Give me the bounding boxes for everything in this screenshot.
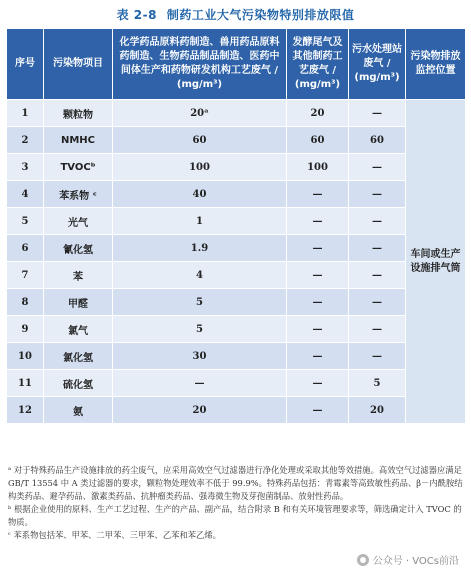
table-number: 表 2-8 <box>116 8 157 22</box>
cell-wastewater-gas: — <box>349 100 406 127</box>
cell-wastewater-gas: 60 <box>349 127 406 154</box>
watermark <box>357 552 459 567</box>
cell-process-gas: 40 <box>113 181 287 208</box>
table-row <box>7 181 466 208</box>
cell-process-gas: 1.9 <box>113 235 287 262</box>
cell-fermentation-gas: — <box>287 262 349 289</box>
cell-no: 2 <box>7 127 44 154</box>
cell-pollutant: NMHC <box>44 127 113 154</box>
cell-no: 6 <box>7 235 44 262</box>
cell-pollutant: 甲醛 <box>44 289 113 316</box>
cell-process-gas: 1 <box>113 208 287 235</box>
cell-process-gas: 20ᵃ <box>113 100 287 127</box>
table-row <box>7 370 466 397</box>
cell-pollutant: TVOCᵇ <box>44 154 113 181</box>
footnote-c: ᶜ 苯系物包括苯、甲苯、二甲苯、三甲苯、乙苯和苯乙烯。 <box>8 530 221 540</box>
header-process-gas: 化学药品原料药制造、兽用药品原料药制造、生物药品制品制造、医药中间体生产和药物研发机构工艺废气 / (mg/m³) <box>113 29 287 100</box>
cell-process-gas: 5 <box>113 289 287 316</box>
header-wastewater-gas: 污水处理站废气 / (mg/m³) <box>349 29 406 100</box>
header-no: 序号 <box>7 29 44 100</box>
header-row <box>7 29 466 100</box>
cell-fermentation-gas: — <box>287 343 349 370</box>
cell-fermentation-gas: 60 <box>287 127 349 154</box>
table-row <box>7 316 466 343</box>
cell-fermentation-gas: 100 <box>287 154 349 181</box>
table-row <box>7 262 466 289</box>
cell-wastewater-gas: — <box>349 316 406 343</box>
cell-process-gas: 4 <box>113 262 287 289</box>
cell-wastewater-gas: — <box>349 154 406 181</box>
cell-process-gas: 20 <box>113 397 287 424</box>
table-title-text: 制药工业大气污染物特别排放限值 <box>166 8 355 22</box>
cell-pollutant: 苯系物 ᶜ <box>44 181 113 208</box>
cell-pollutant: 颗粒物 <box>44 100 113 127</box>
cell-no: 8 <box>7 289 44 316</box>
footnote-b: ᵇ 根据企业使用的原料、生产工艺过程、生产的产品、副产品，结合附录 B 和有关环境管理要求等，筛选确定计入 TVOC 的物质。 <box>8 504 462 527</box>
cell-wastewater-gas: — <box>349 289 406 316</box>
table-row <box>7 100 466 127</box>
header-monitor-position: 污染物排放监控位置 <box>406 29 466 100</box>
cell-no: 4 <box>7 181 44 208</box>
cell-process-gas: 60 <box>113 127 287 154</box>
cell-pollutant: 苯 <box>44 262 113 289</box>
cell-no: 1 <box>7 100 44 127</box>
cell-wastewater-gas: — <box>349 262 406 289</box>
cell-process-gas: 5 <box>113 316 287 343</box>
cell-wastewater-gas: 5 <box>349 370 406 397</box>
table-row <box>7 208 466 235</box>
cell-no: 3 <box>7 154 44 181</box>
table-row <box>7 289 466 316</box>
cell-pollutant: 氨 <box>44 397 113 424</box>
cell-no: 7 <box>7 262 44 289</box>
cell-wastewater-gas: 20 <box>349 397 406 424</box>
cell-wastewater-gas: — <box>349 235 406 262</box>
cell-process-gas: 100 <box>113 154 287 181</box>
footnote-a: ᵃ 对于特殊药品生产设施排放的药尘废气，应采用高效空气过滤器进行净化处理或采取其他等效措施。高效空气过滤器应满足 GB/T 13554 中 A 类过滤器的要求，颗粒物处理效率不低于 99.9%。特殊药品包括：青霉素等高致敏性药品、β－内酰胺结构类药品、避孕药品、激素类药品、抗肿瘤类药品、强毒微生物及芽孢菌制品、放射性药品。 <box>8 465 463 501</box>
cell-fermentation-gas: 20 <box>287 100 349 127</box>
cell-monitor-position: 车间或生产设施排气筒 <box>406 100 466 424</box>
wechat-account-icon <box>357 554 369 566</box>
watermark-text: 公众号 · VOCs前沿 <box>372 556 459 567</box>
cell-pollutant: 硫化氢 <box>44 370 113 397</box>
cell-no: 10 <box>7 343 44 370</box>
table-row <box>7 397 466 424</box>
cell-no: 5 <box>7 208 44 235</box>
cell-fermentation-gas: — <box>287 181 349 208</box>
header-fermentation-gas: 发酵尾气及其他制药工艺废气 / (mg/m³) <box>287 29 349 100</box>
cell-no: 9 <box>7 316 44 343</box>
table-footnotes <box>8 464 466 542</box>
table-title <box>0 6 471 23</box>
cell-fermentation-gas: — <box>287 235 349 262</box>
table-row <box>7 154 466 181</box>
cell-wastewater-gas: — <box>349 181 406 208</box>
cell-fermentation-gas: — <box>287 208 349 235</box>
cell-fermentation-gas: — <box>287 316 349 343</box>
emission-limits-table <box>6 28 466 424</box>
cell-fermentation-gas: — <box>287 397 349 424</box>
table-row <box>7 127 466 154</box>
cell-process-gas: — <box>113 370 287 397</box>
cell-fermentation-gas: — <box>287 289 349 316</box>
cell-pollutant: 氯化氢 <box>44 343 113 370</box>
cell-pollutant: 光气 <box>44 208 113 235</box>
cell-no: 12 <box>7 397 44 424</box>
cell-wastewater-gas: — <box>349 208 406 235</box>
cell-process-gas: 30 <box>113 343 287 370</box>
header-pollutant: 污染物项目 <box>44 29 113 100</box>
cell-pollutant: 氯气 <box>44 316 113 343</box>
table-row <box>7 343 466 370</box>
cell-fermentation-gas: — <box>287 370 349 397</box>
cell-no: 11 <box>7 370 44 397</box>
cell-wastewater-gas: — <box>349 343 406 370</box>
cell-pollutant: 氰化氢 <box>44 235 113 262</box>
table-row <box>7 235 466 262</box>
